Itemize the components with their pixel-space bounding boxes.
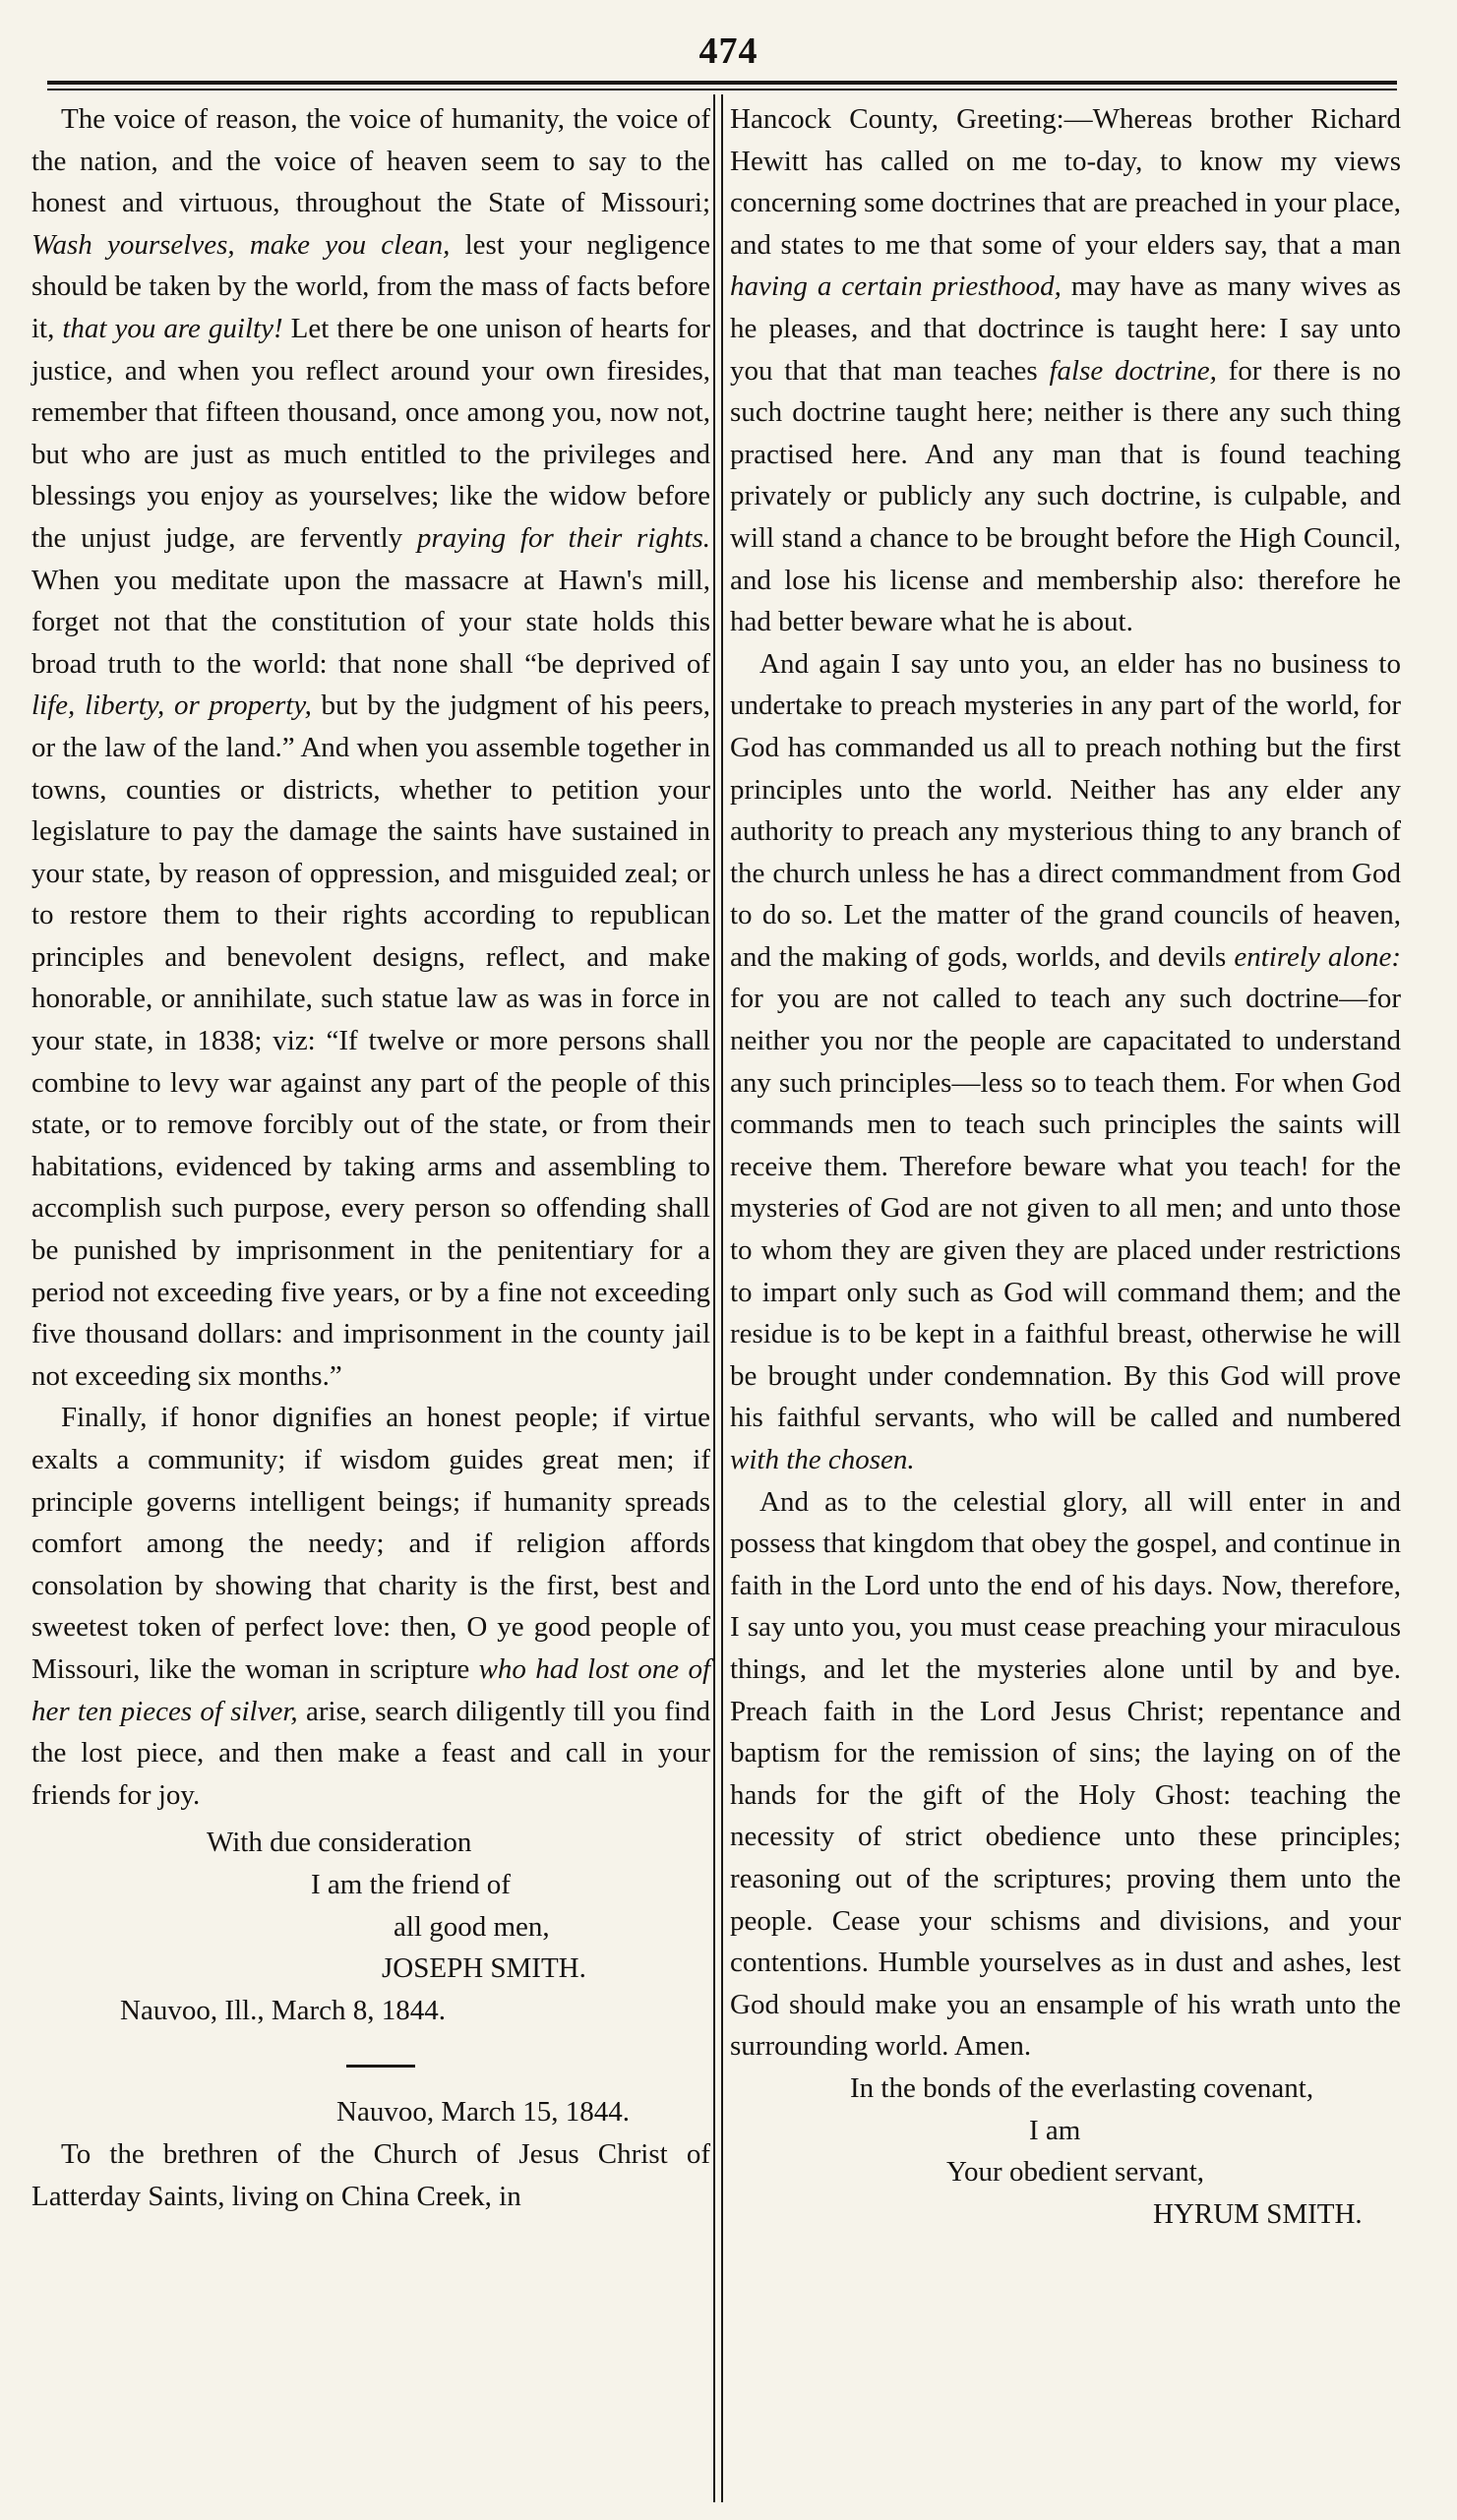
right-paragraph-and-again: And again I say unto you, an elder has no business to undertake to preach mysteries in any part of the world, for God has commanded us all to preach nothing but the first principles unto the world. Neither has any elder any authority to preach any mysterious thing to any branch of the church unless he has a direct commandment from God to do so. Let the matter of the grand councils of heaven, and the making of gods, worlds, and devils entirely alone: for you are not called to teach any such doctrine—for neither you nor the people are capacitated to understand any such principles—less so to teach them. For when God commands men to teach such principles the saints will receive them. Therefore beware what you teach! for the mysteries of God are not given to all men; and unto those to whom they are given they are placed under restrictions to impart only such as God will command them; and the residue is to be kept in a faithful breast, otherwise he will be brought under condemnation. By this God will prove his faithful servants, who will be called and numbered with the chosen. [730, 647, 1401, 1475]
signature-joseph-smith: JOSEPH SMITH. [382, 1952, 586, 1985]
closing-friend-of: I am the friend of [311, 1868, 511, 1900]
closing-due-consideration: With due consideration [207, 1827, 472, 1859]
address-to-the-brethren: To the brethren of the Church of Jesus Christ of Latterday Saints, living on China Creek, in [31, 2137, 710, 2212]
closing-bonds-of-covenant: In the bonds of the everlasting covenant, [850, 2071, 1314, 2104]
signature-hyrum-smith: HYRUM SMITH. [1153, 2197, 1363, 2230]
header-rule-thin [47, 89, 1397, 90]
header-rule-thick [47, 81, 1397, 85]
left-paragraph-finally: Finally, if honor dignifies an honest people; if virtue exalts a community; if wisdom guides great men; if principle governs intelligent beings; if humanity spreads comfort among the needy; and if religion affords consolation by showing that charity is the first, best and sweetest token of perfect love: then, O ye good people of Missouri, like the woman in scripture who had lost one of her ten pieces of silver, arise, search diligently till you find the lost piece, and then make a feast and call in your friends for joy. [31, 1402, 711, 1811]
left-column [31, 98, 710, 2217]
right-paragraph-hancock-greeting: Hancock County, Greeting:—Whereas brother Richard Hewitt has called on me to-day, to know my views concerning some doctrines that are preached in your place, and states to me that some of your elders say, that a man having a certain priesthood, may have as many wives as he pleases, and that doctrince is taught here: I say unto you that that man teaches false doctrine, for there is no such doctrine taught here; neither is there any such thing practised here. And any man that is found teaching privately or publicly any such doctrine, is culpable, and will stand a chance to be brought before the High Council, and lose his license and membership also: therefore he had better beware what he is about. [730, 103, 1402, 638]
dateline-nauvoo-march-15: Nauvoo, March 15, 1844. [336, 2096, 631, 2129]
left-paragraph-voice-of-reason: The voice of reason, the voice of humanity, the voice of the nation, and the voice of heaven seem to say to the honest and virtuous, throughout the State of Missouri; Wash yourselves, make you clean, lest your negligence should be taken by the world, from the mass of facts before it, that you are guilty! Let there be one unison of hearts for justice, and when you reflect around your own firesides, remember that fifteen thousand, once among you, now not, but who are just as much entitled to the privileges and blessings you enjoy as yourselves; like the widow before the unjust judge, are fervently praying for their rights. When you meditate upon the massacre at Hawn's mill, forget not that the constitution of your state holds this broad truth to the world: that none shall “be deprived of life, liberty, or property, but by the judgment of his peers, or the law of the land.” And when you assemble together in towns, counties or districts, whether to petition your legislature to pay the damage the saints have sustained in your state, by reason of oppression, and misguided zeal; or to restore them to their rights according to republican principles and benevolent designs, reflect, and make honorable, or annihilate, such statue law as was in force in your state, in 1838; viz: “If twelve or more persons shall combine to levy war against any part of the people of this state, or to remove forcibly out of the state, or from their habitations, evidenced by taking arms and assembling to accomplish such purpose, every person so offending shall be punished by imprisonment in the penitentiary for a period not exceeding five years, or by a fine not exceeding five thousand dollars: and imprisonment in the county jail not exceeding six months.” [31, 103, 710, 1392]
place-date-nauvoo-march-8: Nauvoo, Ill., March 8, 1844. [120, 1994, 447, 2026]
closing-obedient-servant: Your obedient servant, [946, 2156, 1205, 2189]
closing-i-am: I am [1029, 2114, 1081, 2146]
page-number: 474 [698, 30, 759, 72]
column-divider-left-line [713, 94, 715, 2502]
right-column [730, 98, 1401, 2235]
column-divider-right-line [721, 94, 723, 2502]
right-paragraph-celestial-glory: And as to the celestial glory, all will enter in and possess that kingdom that obey the gospel, and continue in faith in the Lord unto the end of his days. Now, therefore, I say unto you, you must cease preaching your miraculous things, and let the mysteries alone until by and bye. Preach faith in the Lord Jesus Christ; repentance and baptism for the remission of sins; the laying on of the hands for the gift of the Holy Ghost: teaching the necessity of strict obedience unto these principles; reasoning out of the scriptures; proving them unto the people. Cease your schisms and divisions, and your contentions. Humble yourselves as in dust and ashes, lest God should make you an ensample of his wrath unto the surrounding world. Amen. [730, 1485, 1401, 2063]
section-separator-rule [346, 2065, 415, 2068]
closing-all-good-men: all good men, [394, 1910, 550, 1943]
